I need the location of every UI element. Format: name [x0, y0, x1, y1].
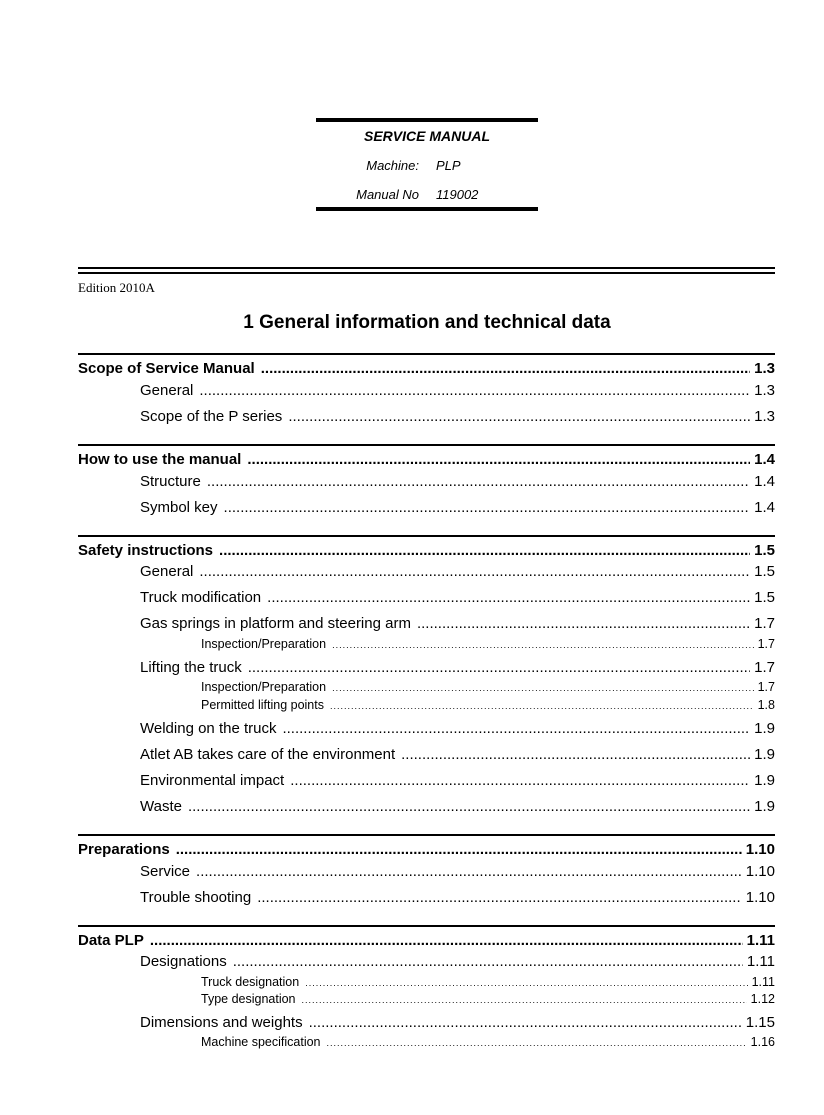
toc-entry-page: 1.11 [751, 975, 775, 989]
toc-entry[interactable] [78, 451, 775, 471]
toc-entry-page: 1.5 [754, 589, 775, 606]
toc-entry-page: 1.16 [750, 1035, 775, 1049]
machine-label: Machine: [366, 158, 419, 173]
section-divider [78, 353, 775, 355]
toc-entry-title: Structure [140, 473, 201, 490]
toc-entry-title: Waste [140, 798, 182, 815]
toc-entry-title: Service [140, 863, 191, 880]
toc-entry[interactable] [140, 659, 775, 679]
manual-title-box [316, 118, 538, 211]
toc-entry-page: 1.9 [754, 772, 775, 789]
toc-leader [150, 932, 743, 949]
toc-entry-page: 1.4 [754, 499, 775, 516]
toc-entry-page: 1.3 [754, 382, 775, 399]
toc-entry-title: Machine specification [201, 1035, 321, 1049]
toc-leader [224, 499, 751, 516]
toc-leader [288, 408, 750, 425]
toc-entry[interactable] [201, 698, 775, 714]
toc-entry-title: Truck designation [201, 975, 300, 989]
toc-entry-page: 1.3 [754, 360, 775, 377]
toc-entry-page: 1.7 [754, 659, 775, 676]
toc-entry[interactable] [78, 360, 775, 380]
toc-entry-title: Permitted lifting points [201, 698, 324, 712]
section-divider [78, 444, 775, 446]
toc-entry[interactable] [140, 563, 775, 583]
toc-entry-title: Scope of the P series [140, 408, 283, 425]
toc-entry-page: 1.4 [754, 451, 775, 468]
toc-leader [327, 1038, 747, 1048]
toc-entry-title: Inspection/Preparation [201, 680, 327, 694]
header-rule-bottom [78, 272, 775, 274]
toc-leader [332, 640, 754, 650]
toc-entry[interactable] [140, 499, 775, 519]
toc-entry[interactable] [140, 408, 775, 428]
toc-entry-page: 1.12 [750, 992, 775, 1006]
section-divider [78, 535, 775, 537]
toc-entry-page: 1.10 [745, 863, 775, 880]
toc-entry-page: 1.4 [754, 473, 775, 490]
toc-entry-page: 1.8 [757, 698, 775, 712]
toc-entry-title: Symbol key [140, 499, 218, 516]
toc-leader [219, 542, 750, 559]
header-rule-top [78, 267, 775, 269]
toc-entry[interactable] [201, 637, 775, 653]
toc-entry-page: 1.5 [754, 542, 775, 559]
toc-leader [233, 953, 743, 970]
toc-entry-title: Welding on the truck [140, 720, 277, 737]
toc-entry[interactable] [140, 863, 775, 883]
section-divider [78, 925, 775, 927]
chapter-title: 1 General information and technical data [243, 312, 611, 333]
toc-entry[interactable] [140, 772, 775, 792]
toc-entry-page: 1.9 [754, 798, 775, 815]
toc-entry-title: Safety instructions [78, 542, 214, 559]
toc-entry-page: 1.11 [746, 932, 775, 949]
toc-entry[interactable] [140, 746, 775, 766]
toc-entry-title: General [140, 382, 194, 399]
toc-entry[interactable] [201, 1035, 775, 1051]
toc-entry-title: Trouble shooting [140, 889, 252, 906]
toc-entry-title: How to use the manual [78, 451, 242, 468]
toc-entry-title: Atlet AB takes care of the environment [140, 746, 396, 763]
toc-entry[interactable] [140, 589, 775, 609]
manual-no-label: Manual No [356, 187, 419, 202]
manual-title: SERVICE MANUAL [363, 128, 490, 144]
toc-entry[interactable] [78, 542, 775, 562]
toc-leader [267, 589, 750, 606]
toc-entry[interactable] [140, 889, 775, 909]
toc-entry-title: Data PLP [78, 932, 144, 949]
toc-entry-page: 1.15 [745, 1014, 775, 1031]
toc-leader [305, 978, 747, 988]
toc-entry-title: Gas springs in platform and steering arm [140, 615, 411, 632]
toc-leader [207, 473, 750, 490]
toc-entry-page: 1.10 [745, 889, 775, 906]
toc-leader [417, 615, 750, 632]
edition-label: Edition 2010A [78, 280, 155, 295]
toc-entry-title: Designations [140, 953, 227, 970]
toc-entry-page: 1.11 [746, 953, 775, 970]
toc-entry[interactable] [140, 1014, 775, 1034]
toc-entry[interactable] [140, 798, 775, 818]
toc-leader [247, 451, 750, 468]
toc-leader [309, 1014, 742, 1031]
toc-entry-title: Environmental impact [140, 772, 285, 789]
manual-no-value: 119002 [436, 187, 479, 202]
toc-entry-page: 1.9 [754, 746, 775, 763]
toc-leader [248, 659, 750, 676]
toc-entry-title: Scope of Service Manual [78, 360, 255, 377]
toc-entry-page: 1.5 [754, 563, 775, 580]
toc-entry-page: 1.10 [745, 841, 775, 858]
toc-entry[interactable] [78, 841, 775, 861]
toc-entry-page: 1.3 [754, 408, 775, 425]
toc-leader [199, 382, 750, 399]
toc-entry-title: Dimensions and weights [140, 1014, 303, 1031]
toc-leader [330, 701, 754, 711]
toc-leader [302, 995, 747, 1005]
toc-leader [257, 889, 742, 906]
toc-entry-title: Preparations [78, 841, 170, 858]
machine-value: PLP [436, 158, 461, 173]
toc-leader [290, 772, 750, 789]
toc-entry[interactable] [140, 953, 775, 973]
toc-leader [261, 360, 750, 377]
toc-entry-page: 1.7 [757, 680, 775, 694]
toc-leader [401, 746, 750, 763]
toc-leader [282, 720, 750, 737]
toc-entry-title: Truck modification [140, 589, 262, 606]
toc-entry-page: 1.9 [754, 720, 775, 737]
section-divider [78, 834, 775, 836]
toc-leader [332, 683, 754, 693]
toc-entry[interactable] [140, 615, 775, 635]
toc-entry-page: 1.7 [757, 637, 775, 651]
toc-entry[interactable] [201, 680, 775, 696]
toc-entry[interactable] [201, 992, 775, 1008]
toc-leader [176, 841, 742, 858]
toc-entry[interactable] [140, 382, 775, 402]
toc-entry[interactable] [140, 473, 775, 493]
toc-entry[interactable] [78, 932, 775, 952]
toc-entry[interactable] [201, 975, 775, 991]
toc-leader [188, 798, 750, 815]
toc-entry-title: Lifting the truck [140, 659, 242, 676]
toc-leader [196, 863, 742, 880]
toc-entry-page: 1.7 [754, 615, 775, 632]
toc-entry-title: General [140, 563, 194, 580]
toc-entry[interactable] [140, 720, 775, 740]
toc-entry-title: Type designation [201, 992, 296, 1006]
toc-leader [199, 563, 750, 580]
toc-entry-title: Inspection/Preparation [201, 637, 327, 651]
